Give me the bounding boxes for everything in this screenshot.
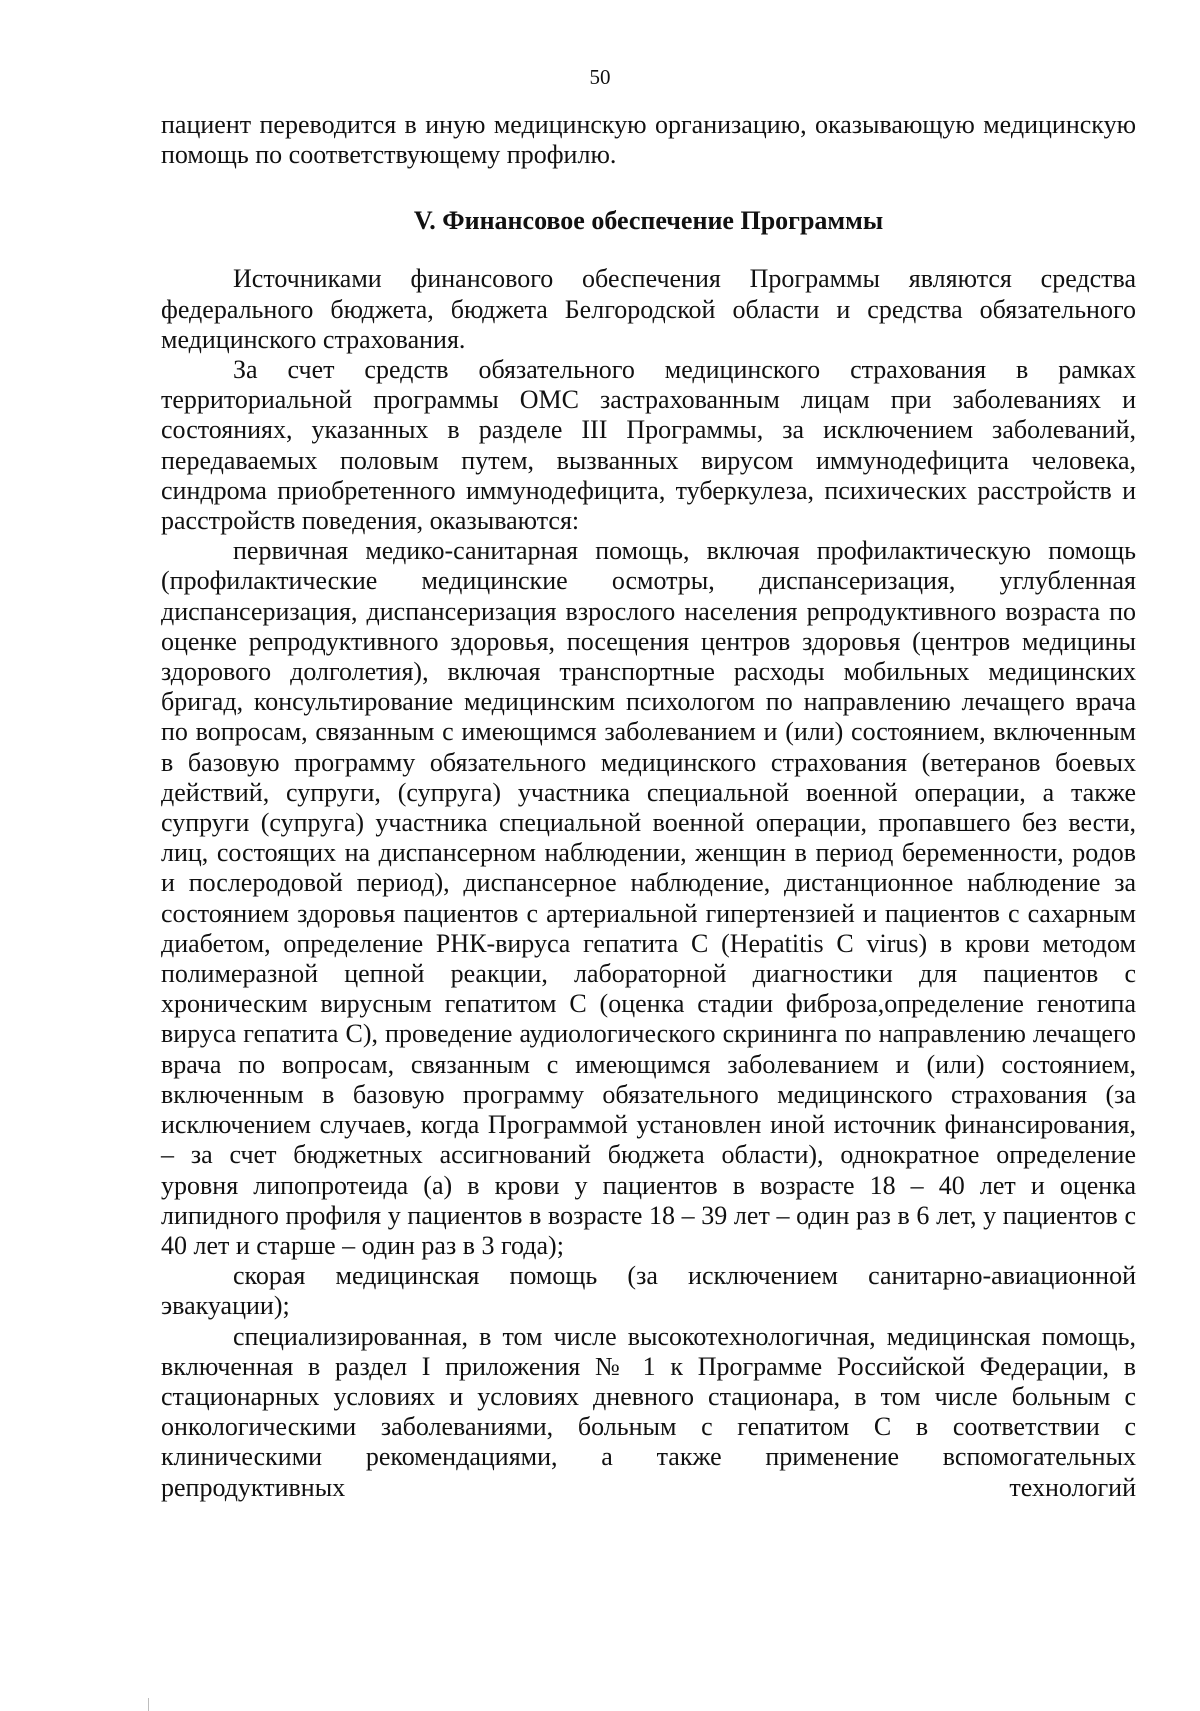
paragraph-funding-sources: Источниками финансового обеспечения Программы являются средства федерального бюджета, бюджета Белгородской области и средства обязательного медицинского страхования. xyxy=(161,264,1136,354)
page-number: 50 xyxy=(589,65,611,89)
continuation-paragraph: пациент переводится в иную медицинскую организацию, оказывающую медицинскую помощь по соответствующему профилю. xyxy=(161,110,1136,170)
paragraph-oms-intro: За счет средств обязательного медицинского страхования в рамках территориальной программы ОМС застрахованным лицам при заболеваниях и состояниях, указанных в разделе III Программы, за исключением заболеваний, передаваемых половым путем, вызванных вирусом иммунодефицита человека, синдрома приобретенного иммунодефицита, туберкулеза, психических расстройств и расстройств поведения, оказываются: xyxy=(161,355,1136,536)
paragraph-specialized-care: специализированная, в том числе высокотехнологичная, медицинская помощь, включенная в раздел I приложения № 1 к Программе Российской Федерации, в стационарных условиях и условиях дневного стационара, в том числе больным с онкологическими заболеваниями, больным с гепатитом С в соответствии с клиническими рекомендациями, а также применение вспомогательных репродуктивных технологий xyxy=(161,1321,1136,1502)
scan-artifact-line xyxy=(148,1698,149,1711)
paragraph-emergency-care: скорая медицинская помощь (за исключением санитарно-авиационной эвакуации); xyxy=(161,1261,1136,1321)
paragraph-primary-care: первичная медико-санитарная помощь, включая профилактическую помощь (профилактические медицинские осмотры, диспансеризация, углубленная диспансеризация, диспансеризация взрослого населения репродуктивного возраста по оценке репродуктивного здоровья, посещения центров здоровья (центров медицины здорового долголетия), включая транспортные расходы мобильных медицинских бригад, консультирование медицинским психологом по направлению лечащего врача по вопросам, связанным с имеющимся заболеванием и (или) состоянием, включенным в базовую программу обязательного медицинского страхования (ветеранов боевых действий, супруги, (супруга) участника специальной военной операции, а также супруги (супруга) участника специальной военной операции, пропавшего без вести, лиц, состоящих на диспансерном наблюдении, женщин в период беременности, родов и послеродовой период), диспансерное наблюдение, дистанционное наблюдение за состоянием здоровья пациентов с артериальной гипертензией и пациентов с сахарным диабетом, определение РНК-вируса гепатита С (Hepatitis C virus) в крови методом полимеразной цепной реакции, лабораторной диагностики для пациентов с хроническим вирусным гепатитом С (оценка стадии фиброза,определение генотипа вируса гепатита С), проведение аудиологического скрининга по направлению лечащего врача по вопросам, связанным с имеющимся заболеванием и (или) состоянием, включенным в базовую программу обязательного медицинского страхования (за исключением случаев, когда Программой установлен иной источник финансирования, – за счет бюджетных ассигнований бюджета области), однократное определение уровня липопротеида (а) в крови у пациентов в возрасте 18 – 40 лет и оценка липидного профиля у пациентов в возрасте 18 – 39 лет – один раз в 6 лет, у пациентов с 40 лет и старше – один раз в 3 года); xyxy=(161,536,1136,1260)
document-body xyxy=(161,110,1136,1503)
section-heading: V. Финансовое обеспечение Программы xyxy=(413,206,884,236)
